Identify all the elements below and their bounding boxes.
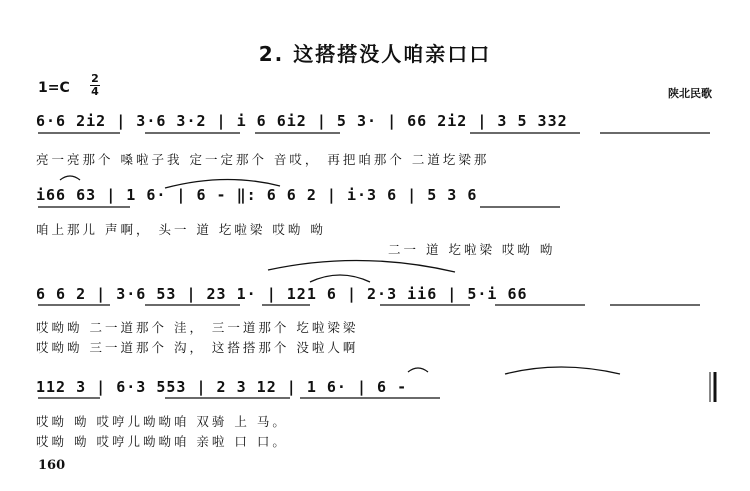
key-signature: 1=C — [38, 80, 70, 96]
tie-arc — [408, 368, 428, 372]
slur-arc — [310, 275, 370, 282]
lyric-line-2b: 二一 道 圪啦梁 哎呦 呦 — [388, 242, 556, 257]
notation-line-4: 112 3 | 6·3 553 | 2 3 12 | 1 6· | 6 - — [36, 378, 408, 396]
slur-arc — [268, 260, 455, 272]
lyric-line-4b: 哎呦 呦 哎哼儿呦呦咱 亲啦 口 口。 — [36, 434, 288, 449]
time-signature — [90, 73, 100, 98]
lyric-line-3b: 哎呦呦 三一道那个 沟， 这搭搭那个 没啦人啊 — [36, 340, 359, 355]
notation-line-2: i66 63 | 1 6· | 6 - ‖: 6 6 2 | i·3 6 | 5 3 6 — [36, 186, 478, 204]
lyric-line-4a: 哎呦 呦 哎哼儿呦呦咱 双骑 上 马。 — [36, 414, 288, 429]
lyric-line-3a: 哎呦呦 二一道那个 洼， 三一道那个 圪啦梁梁 — [36, 320, 359, 335]
lyric-line-1a: 亮一亮那个 嗓啦子我 定一定那个 音哎， 再把咱那个 二道圪梁那 — [36, 152, 490, 167]
page-number: 160 — [38, 458, 66, 473]
notation-line-3: 6 6 2 | 3·6 53 | 23 1· | 121 6 | 2·3 ii6 | 5·i 66 — [36, 285, 528, 303]
meter-bottom: 4 — [91, 85, 99, 98]
tie-arc — [60, 176, 80, 180]
song-title: 2. 这搭搭没人咱亲口口 — [258, 42, 492, 66]
meter-top: 2 — [91, 72, 99, 85]
lyric-line-2a: 咱上那儿 声啊， 头一 道 圪啦梁 哎呦 呦 — [36, 222, 326, 237]
notation-line-1: 6·6 2i2 | 3·6 3·2 | i 6 6i2 | 5 3· | 66 2i2 | 3 5 332 — [36, 112, 568, 130]
song-origin: 陕北民歌 — [668, 87, 712, 100]
tie-arc — [505, 367, 620, 374]
